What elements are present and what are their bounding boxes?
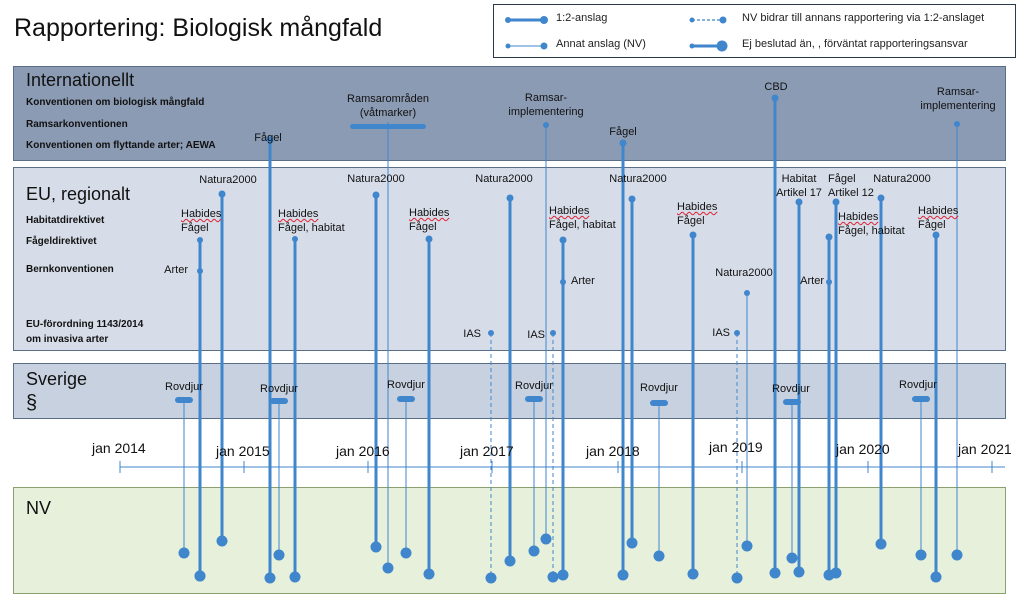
year-2021: jan 2021 <box>958 441 1012 457</box>
legend-item-ej-beslutad: Ej beslutad än, , förväntat rapporteringsansvar <box>742 38 968 50</box>
rovdjur-marker-5 <box>783 399 801 405</box>
connector-16-top <box>690 232 697 239</box>
row-label-cbd: Konventionen om biologisk mångfald <box>26 97 205 108</box>
label-natura2000-4: Natura2000 <box>609 173 667 185</box>
label-natura2000-3: Natura2000 <box>475 173 533 185</box>
connector-2-bottom <box>217 536 228 547</box>
connector-4-bottom <box>290 572 301 583</box>
connector-14-top <box>620 140 627 147</box>
label-artikel-17: Artikel 17 <box>776 187 822 199</box>
label-ramsaromraden: Ramsarområden <box>347 93 429 105</box>
row-label-aewa: Konventionen om flyttande arter; AEWA <box>26 140 216 151</box>
rovdjur-marker-3 <box>525 396 543 402</box>
label-habides-2-sub: Fågel, habitat <box>278 222 345 234</box>
connector-21-top <box>826 234 833 241</box>
label-artikel-12: Artikel 12 <box>828 187 874 199</box>
rovdjur-marker-1 <box>270 398 288 404</box>
label-ias-1: IAS <box>463 328 481 340</box>
rovdjur-line-2-bottom <box>401 548 412 559</box>
connector-11-top <box>550 330 556 336</box>
legend-glyph-annat-start <box>506 44 511 49</box>
label-habides-4-sub: Fågel, habitat <box>549 219 616 231</box>
label-cbd: CBD <box>764 81 788 93</box>
legend-item-nv-bidrar: NV bidrar till annans rapportering via 1:2-anslaget <box>742 12 985 24</box>
label-habides-6: Habides <box>838 211 879 223</box>
legend-glyph-anslag-end <box>540 16 548 24</box>
connector-18-top <box>744 290 750 296</box>
connector-11-bottom <box>548 572 559 583</box>
label-rovdjur-3: Rovdjur <box>387 379 425 391</box>
connector-4-top <box>292 236 298 242</box>
connector-7-bottom <box>424 569 435 580</box>
label-vatmarker: (våtmarker) <box>359 107 417 119</box>
connector-17-bottom <box>732 573 743 584</box>
connector-23-bottom <box>831 568 842 579</box>
label-habitat: Habitat <box>781 173 817 185</box>
label-natura2000-5: Natura2000 <box>873 173 931 185</box>
connector-18-bottom <box>742 541 753 552</box>
year-2014: jan 2014 <box>92 440 146 456</box>
connector-0-top <box>197 237 203 243</box>
row-label-fageldirektivet: Fågeldirektivet <box>26 236 97 247</box>
connector-12-top <box>560 237 567 244</box>
year-2018: jan 2018 <box>586 443 640 459</box>
legend-glyph-bidrar-end <box>720 17 727 24</box>
year-2015: jan 2015 <box>216 443 270 459</box>
connector-14-bottom <box>618 570 629 581</box>
connector-1-top <box>197 268 203 274</box>
band-title-nv: NV <box>26 498 52 518</box>
connector-10-bottom <box>541 534 552 545</box>
label-natura2000-6: Natura2000 <box>715 267 773 279</box>
rovdjur-marker-2 <box>397 396 415 402</box>
rovdjur-line-6-bottom <box>916 550 927 561</box>
label-habides-1: Habides <box>181 208 222 220</box>
label-rovdjur-7: Rovdjur <box>899 379 937 391</box>
row-label-invasiva-arter: om invasiva arter <box>26 334 109 345</box>
label-ramsar-impl-1b: implementering <box>508 106 584 118</box>
label-arter-2: Arter <box>571 275 595 287</box>
connector-5-top <box>373 192 380 199</box>
label-fagel-aewa-2018: Fågel <box>609 126 637 138</box>
rovdjur-marker-6 <box>912 396 930 402</box>
rovdjur-line-4-bottom <box>654 551 665 562</box>
connector-8-bottom <box>505 556 516 567</box>
label-habides-1-sub: Fågel <box>181 222 209 234</box>
legend-glyph-annat-end <box>541 43 548 50</box>
label-ias-2: IAS <box>527 329 545 341</box>
label-habides-3: Habides <box>409 207 450 219</box>
connector-6-bottom <box>383 563 394 574</box>
rovdjur-line-0-bottom <box>179 548 190 559</box>
legend-glyph-ej-end <box>717 41 728 52</box>
connector-13-top <box>560 279 566 285</box>
connector-16-bottom <box>688 569 699 580</box>
label-habides-4: Habides <box>549 205 590 217</box>
row-label-habitatdirektivet: Habitatdirektivet <box>26 215 105 226</box>
label-habides-6-sub: Fågel, habitat <box>838 225 905 237</box>
row-label-ramsar: Ramsarkonventionen <box>26 119 128 130</box>
page-title: Rapportering: Biologisk mångfald <box>14 14 383 42</box>
rovdjur-line-1-bottom <box>274 550 285 561</box>
label-ramsar-impl-2a: Ramsar- <box>936 86 980 98</box>
connector-22-top <box>826 279 832 285</box>
connector-5-bottom <box>371 542 382 553</box>
connector-8-top <box>507 195 514 202</box>
connector-1-bottom <box>195 571 206 582</box>
label-habides-7-sub: Fågel <box>918 219 946 231</box>
connector-7-top <box>426 236 433 243</box>
label-rovdjur-6: Rovdjur <box>772 383 810 395</box>
label-fagel-art12: Fågel <box>828 173 856 185</box>
label-natura2000-2: Natura2000 <box>347 173 405 185</box>
legend-item-anslag-1-2: 1:2-anslag <box>556 12 608 24</box>
legend-glyph-anslag-start <box>505 17 511 23</box>
year-2017: jan 2017 <box>460 443 514 459</box>
label-natura2000-1: Natura2000 <box>199 174 257 186</box>
legend-glyph-ej-start <box>690 44 695 49</box>
connector-9-bottom <box>486 573 497 584</box>
label-rovdjur-5: Rovdjur <box>640 382 678 394</box>
label-ramsar-impl-1a: Ramsar- <box>524 92 568 104</box>
legend-glyph-bidrar-start <box>690 18 695 23</box>
label-habides-7: Habides <box>918 205 959 217</box>
band-title-sverige: Sverige <box>26 369 88 389</box>
band-title-internationellt: Internationellt <box>26 70 135 90</box>
connector-10-top <box>543 122 549 128</box>
connector-9-top <box>488 330 494 336</box>
connector-19-bottom <box>770 568 781 579</box>
label-fagel-aewa-2015: Fågel <box>254 132 282 144</box>
connector-25-top <box>933 232 940 239</box>
rovdjur-line-3-bottom <box>529 546 540 557</box>
row-label-eu-forordning: EU-förordning 1143/2014 <box>26 319 144 330</box>
connector-3-bottom <box>265 573 276 584</box>
row-label-bernkonventionen: Bernkonventionen <box>26 264 114 275</box>
band-title-eu: EU, regionalt <box>26 184 131 204</box>
connector-2-top <box>219 191 226 198</box>
year-2019: jan 2019 <box>709 439 763 455</box>
label-arter-1: Arter <box>164 264 188 276</box>
rovdjur-line-5-bottom <box>787 553 798 564</box>
connector-19-top <box>772 95 779 102</box>
connector-15-top <box>629 196 636 203</box>
label-habides-3-sub: Fågel <box>409 221 437 233</box>
paragraph-symbol: § <box>26 392 38 414</box>
label-rovdjur-1: Rovdjur <box>165 381 203 393</box>
label-habides-2: Habides <box>278 208 319 220</box>
rovdjur-marker-4 <box>650 400 668 406</box>
rovdjur-marker-0 <box>175 397 193 403</box>
label-habides-5: Habides <box>677 201 718 213</box>
label-habides-5-sub: Fågel <box>677 215 705 227</box>
connector-24-top <box>878 195 885 202</box>
connector-24-bottom <box>876 539 887 550</box>
connector-20-bottom <box>794 567 805 578</box>
year-2016: jan 2016 <box>336 443 390 459</box>
label-ramsar-impl-2b: implementering <box>920 100 996 112</box>
connector-26-bottom <box>952 550 963 561</box>
label-rovdjur-4: Rovdjur <box>515 380 553 392</box>
connector-25-bottom <box>931 572 942 583</box>
connector-26-top <box>954 121 960 127</box>
legend-item-annat-anslag: Annat anslag (NV) <box>556 38 646 50</box>
connector-15-bottom <box>627 538 638 549</box>
connector-17-top <box>734 330 740 336</box>
year-2020: jan 2020 <box>836 441 890 457</box>
label-arter-3: Arter <box>800 275 824 287</box>
label-ias-3: IAS <box>712 327 730 339</box>
label-rovdjur-2: Rovdjur <box>260 383 298 395</box>
